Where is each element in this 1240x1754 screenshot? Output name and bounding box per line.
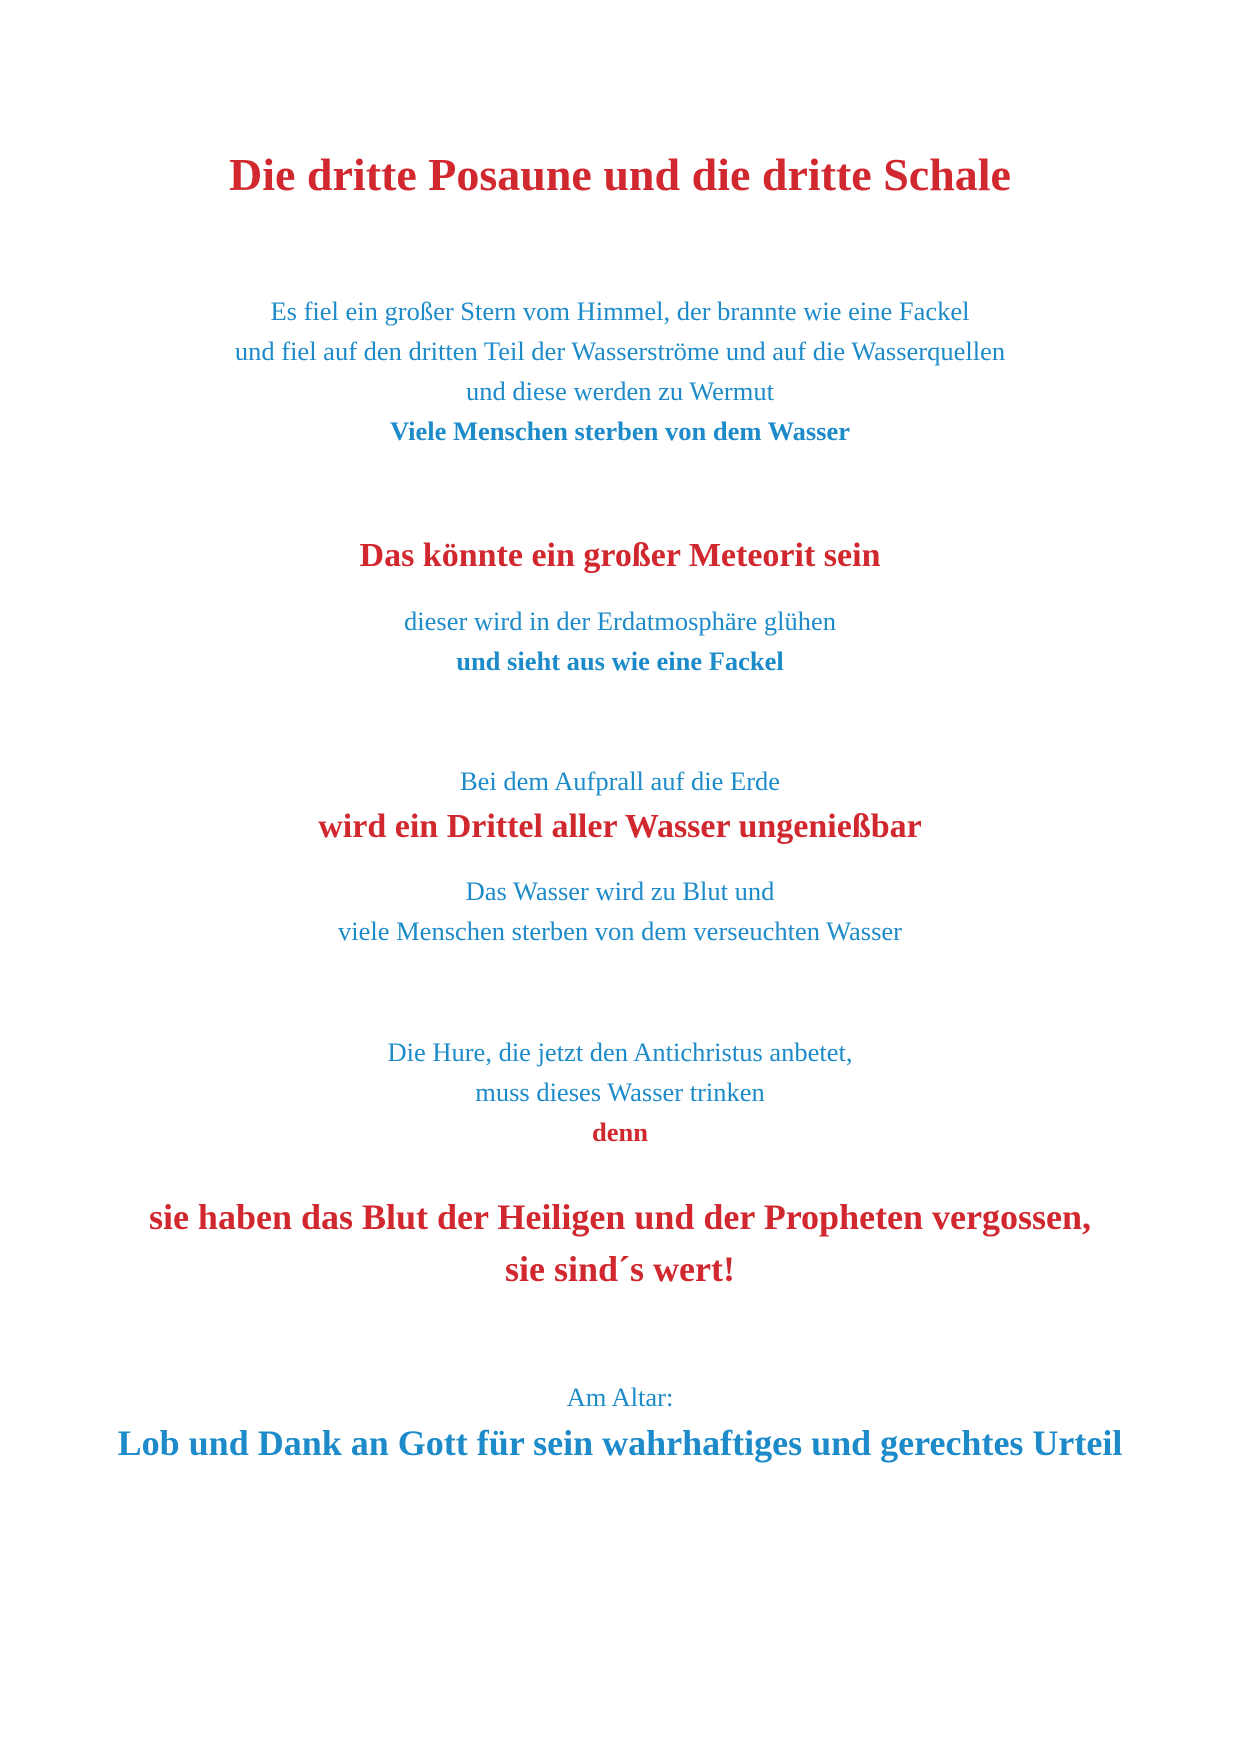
page-title: Die dritte Posaune und die dritte Schale xyxy=(229,149,1011,200)
stanza5-line2: sie sind´s wert! xyxy=(505,1249,735,1289)
stanza1-line4: Viele Menschen sterben von dem Wasser xyxy=(389,416,851,446)
stanza4-line2: muss dieses Wasser trinken xyxy=(475,1077,765,1107)
stanza4-line3: denn xyxy=(592,1117,648,1147)
stanza2-line2: und sieht aus wie eine Fackel xyxy=(456,646,784,676)
stanza3-heading: wird ein Drittel aller Wasser ungenießbar xyxy=(318,808,922,845)
stanza1-line3: und diese werden zu Wermut xyxy=(466,376,774,406)
stanza6-line1: Am Altar: xyxy=(566,1382,674,1412)
stanza5-line1: sie haben das Blut der Heiligen und der Propheten vergossen, xyxy=(148,1197,1092,1237)
stanza1-line2: und fiel auf den dritten Teil der Wasserströme und auf die Wasserquellen xyxy=(234,336,1006,366)
stanza2-heading: Das könnte ein großer Meteorit sein xyxy=(359,537,881,574)
stanza3-line1: Bei dem Aufprall auf die Erde xyxy=(459,766,781,796)
stanza6-line2: Lob und Dank an Gott für sein wahrhaftiges und gerechtes Urteil xyxy=(117,1423,1123,1463)
stanza2-line1: dieser wird in der Erdatmosphäre glühen xyxy=(404,606,836,636)
stanza3-line3: viele Menschen sterben von dem verseuchten Wasser xyxy=(338,916,902,946)
stanza4-line1: Die Hure, die jetzt den Antichristus anbetet, xyxy=(387,1037,853,1067)
stanza3-line2: Das Wasser wird zu Blut und xyxy=(465,876,775,906)
stanza1-line1: Es fiel ein großer Stern vom Himmel, der brannte wie eine Fackel xyxy=(270,296,970,326)
